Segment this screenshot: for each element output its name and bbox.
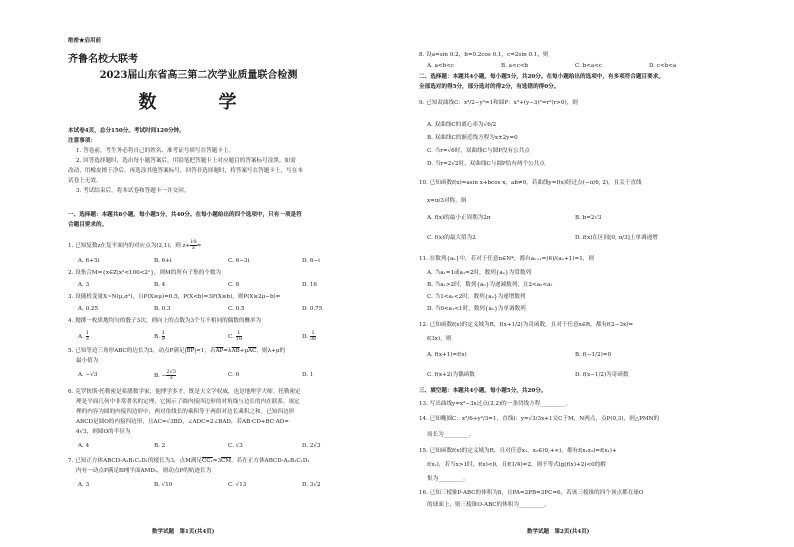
q3-option-d: D. 0.75: [302, 306, 323, 312]
right-page: [397, 0, 794, 547]
q4-option-c: C. $\frac{1}{18}$: [228, 330, 243, 342]
q13: 13. 写出曲线y=x³−3x过点(2,2)的一条切线方程_________。: [419, 401, 572, 407]
notice-1: 1. 答卷前，考生务必将自己的姓名、准考证号填写在答题卡上。: [76, 148, 235, 154]
q16-line-b: 的球面上，则三棱锥O-ABC的体积为_________。: [427, 502, 550, 508]
q10-option-c: C. f(x)的最大值为2: [427, 235, 476, 241]
q3-stem: 3. 设随机变量X~N(μ,σ²)，且P(X≥μ)=0.5，P(X<b)=3P(X≥b)，则P(X≤2μ−b)=: [68, 294, 281, 300]
q16-line-a: 16. 已知三棱锥P-ABC的体积为8，且PA=2PB=3PC=6，若该三棱锥的四个顶点都在球O: [419, 490, 644, 496]
q9-stem: 9. 已知双曲线C：x²/2−y²=1和圆P：x²+(y−3)²=r²(r>0)，则: [419, 100, 578, 106]
section1-a: 一、选择题：本题共8小题，每小题5分，共40分。在每小题给出的四个选项中，只有一项是符: [68, 212, 302, 218]
q6-option-b: B. 2: [154, 443, 166, 449]
q1-option-d: D. 6−i: [302, 258, 320, 264]
q10-option-d: D. f(x)在区间[0, π/3]上单调递增: [575, 235, 658, 241]
q7-option-a: A. 3: [78, 482, 90, 488]
q14-line-b: 周长为_________。: [427, 432, 475, 438]
q8-option-b: B. a<c<b: [501, 63, 529, 69]
q12-option-c: C. f(x+2)为偶函数: [427, 372, 475, 378]
q12-option-a: A. f(x+1)=f(x): [427, 352, 467, 358]
exam-info: 本试卷4页，总分150分。考试时间120分钟。: [68, 128, 185, 134]
q9-option-d: D. 当r=2√2时，双曲线C与圆P恰有两个公共点: [427, 161, 545, 167]
q4-stem: 4. 抛掷一枚质地均匀的骰子3次，则向上的点数为3个互不相同的偶数的概率为: [68, 318, 262, 324]
q5-option-b: B. − $\frac{2√3}{3}$: [154, 369, 176, 381]
q8-option-c: C. b<a<c: [575, 63, 603, 69]
q1-option-a: A. 6+3i: [78, 258, 100, 264]
q11-option-a: A. 当a₁=1或a₁=2时，数列{aₙ}为常数列: [427, 270, 532, 276]
notice-3: 3. 考试结束后，将本试卷和答题卡一并交回。: [76, 188, 190, 194]
q11-option-b: B. 当a₁>2时，数列{aₙ}为递减数列，且2<aₙ<a₁: [427, 282, 553, 288]
q1-option-b: B. 6+i: [154, 258, 172, 264]
q9-option-a: A. 双曲线C的离心率为√6/2: [427, 122, 497, 128]
q2-option-a: A. 3: [78, 282, 90, 288]
notice-heading: 注意事项：: [68, 138, 96, 144]
q7-option-b: B. √10: [154, 482, 173, 488]
q5-option-d: D. 1: [302, 372, 314, 378]
q5-option-c: C. 0: [228, 372, 240, 378]
notice-2b: 改动，用橡皮擦干净后，再选涂其他答案标号。回答非选择题时，将答案写在答题卡上，写在本: [68, 168, 303, 174]
q8-stem: 8. 设a=sin 0.2，b=0.2cos 0.1，c=2sin 0.1，则: [419, 52, 549, 58]
q1-fraction: $\frac{10}{z}$: [190, 239, 197, 251]
q2-stem: 2. 设集合M={x∈Z|x²<100<2ˣ}，则M的所有子集的个数为: [68, 270, 222, 276]
q12-line-b: f(3x)，则: [427, 336, 452, 342]
q10-option-b: B. b=2√3: [575, 215, 602, 221]
q3-option-a: A. 0.25: [78, 306, 99, 312]
q3-option-c: C. 0.5: [228, 306, 245, 312]
q6-line-d: ABCD是圆O的内接四边形，且AC=√3BD，∠ADC=2∠BAD，若AB·CD+BC·AD=: [76, 419, 289, 425]
q11-option-c: C. 当1<a₁<2时，数列{aₙ}为递增数列: [427, 294, 526, 300]
organizer: 齐鲁名校大联考: [68, 54, 138, 65]
q6-line-c: 理的内容为圆的内接四边形中，两对角线长的乘积等于两组对边长乘积之和。已知四边形: [76, 409, 295, 415]
q6-line-a: 6. 克罗狄斯·托勒密是希腊数学家，他博学多才，既是天文学权威，也是地理学大师。托勒密定: [68, 389, 301, 395]
section2-a: 二、选择题：本题共4小题，每小题5分，共20分。在每小题给出的选项中，有多项符合题目要求。: [419, 74, 664, 80]
q6-option-d: D. 2√3: [302, 443, 321, 449]
q4-option-a: A. $\frac{1}{3}$: [78, 330, 89, 342]
q15-line-a: 15. 已知函数f(x)的定义域为R，且对任意x₁，x₂∈(0,+∞)，都有f(x₁x₂)=f(x₁)+: [419, 448, 617, 454]
q15-line-c: 集为_________。: [427, 476, 469, 482]
q10-line-b: x=π/3对称，则: [427, 198, 467, 204]
q8-option-d: D. c<b<a: [649, 63, 677, 69]
section1-b: 合题目要求的。: [68, 222, 108, 228]
q5-stem-a: 5. 已知等边三角形ABC的边长为3，动点P满足$|\overline{BP}|=1$，若$\overline{AP}=\lambda\overline{AB}+\mu\overline{AC}$，则λ+μ的: [68, 348, 286, 354]
q6-option-a: A. 4: [78, 443, 90, 449]
q11-option-d: D. 当0<a₁<1时，数列{aₙ}为单调数列: [427, 306, 526, 312]
q7-line-b: 内有一动点P满足BP∥平面AMD₁，则动点P的轨迹长为: [76, 468, 212, 474]
q6-line-b: 理是平面几何中非常著名的定理，它揭示了圆内接四边形的对角线与边长的内在联系，该定: [76, 399, 300, 405]
q3-option-b: B. 0.3: [154, 306, 171, 312]
q1-stem: 1. 已知复数z在复平面内的对应点为(2,1)，则 z+ $\frac{10}{z}$ =: [68, 239, 202, 251]
footer-right: 数学试题 第2页(共4页): [527, 529, 590, 535]
q6-line-e: 4√3，则圆O的半径为: [76, 429, 131, 435]
q10-option-a: A. f(x)的最小正周期为2π: [427, 215, 491, 221]
q5-option-a: A. −√3: [78, 372, 98, 378]
q2-option-c: C. 8: [228, 282, 240, 288]
q2-option-d: D. 16: [302, 282, 317, 288]
section2-b: 全部选对的得5分，部分选对的得2分，有选错的得0分。: [419, 84, 560, 90]
q8-option-a: A. a<b<c: [427, 63, 455, 69]
q9-option-c: C. 当r=√6时，双曲线C与圆P没有公共点: [427, 148, 530, 154]
q7-line-a: 7. 已知正方体ABCD-A₁B₁C₁D₁的棱长为3，点M满足$CC_1=3\overline{CM}$，若在正方体ABCD-A₁B₁C₁D₁: [68, 458, 310, 464]
subject-title: 数 学: [138, 92, 259, 113]
q1-option-c: C. 6−3i: [228, 258, 250, 264]
q4-option-d: D. $\frac{1}{36}$: [302, 330, 317, 342]
q4-option-b: B. $\frac{1}{9}$: [154, 330, 165, 342]
q7-option-d: D. 3√2: [302, 482, 321, 488]
secret-mark: 绝密★启用前: [68, 38, 102, 44]
q9-option-b: B. 双曲线C的渐近线方程为x±2y=0: [427, 135, 518, 141]
q2-option-b: B. 4: [154, 282, 166, 288]
q7-option-c: C. √13: [228, 482, 247, 488]
section3: 三、填空题：本题共4小题，每小题5分，共20分。: [419, 388, 547, 394]
q12-option-b: B. f(−1/2)=0: [575, 352, 612, 358]
q11-stem: 11. 在数列{aₙ}中，若对于任意n∈N*，都有aₙ₊₁=(6)/(aₙ+1)=1，则: [419, 256, 594, 262]
notice-2c: 试卷上无效。: [68, 178, 102, 184]
q12-line-a: 12. 已知函数f(x)的定义域为R，f(x+1/2)为奇函数，且对于任意x∈R，都有f(2−3x)=: [419, 322, 633, 328]
q12-option-d: D. f(x−1/2)为奇函数: [575, 372, 629, 378]
q10-line-a: 10. 已知函数f(x)=asin x+bcos x，ab≠0，若曲线y=f(x)经过点(−π/6, 2)，且关于直线: [419, 180, 642, 186]
q14-line-a: 14. 已知椭圆C：x²/6+y²/3=1，直线l：y=√3/3x+1交C于M，N两点，点P(0,3)，则△PMN的: [419, 416, 660, 422]
exam-title: 2023届山东省高三第二次学业质量联合检测: [99, 70, 298, 81]
notice-2a: 2. 回答选择题时，选出每小题答案后，用铅笔把答题卡上对应题目的答案标号涂黑。如需: [76, 158, 296, 164]
q15-line-b: f(x₂)，若当x>1时，f(x)<0，且f(1/4)=2，则不等式lg(f(x)+2)<0的解: [427, 462, 606, 468]
q6-option-c: C. √3: [228, 443, 243, 449]
q5-stem-b: 最小值为: [76, 358, 99, 364]
footer-left: 数学试题 第1页(共4页): [152, 529, 215, 535]
